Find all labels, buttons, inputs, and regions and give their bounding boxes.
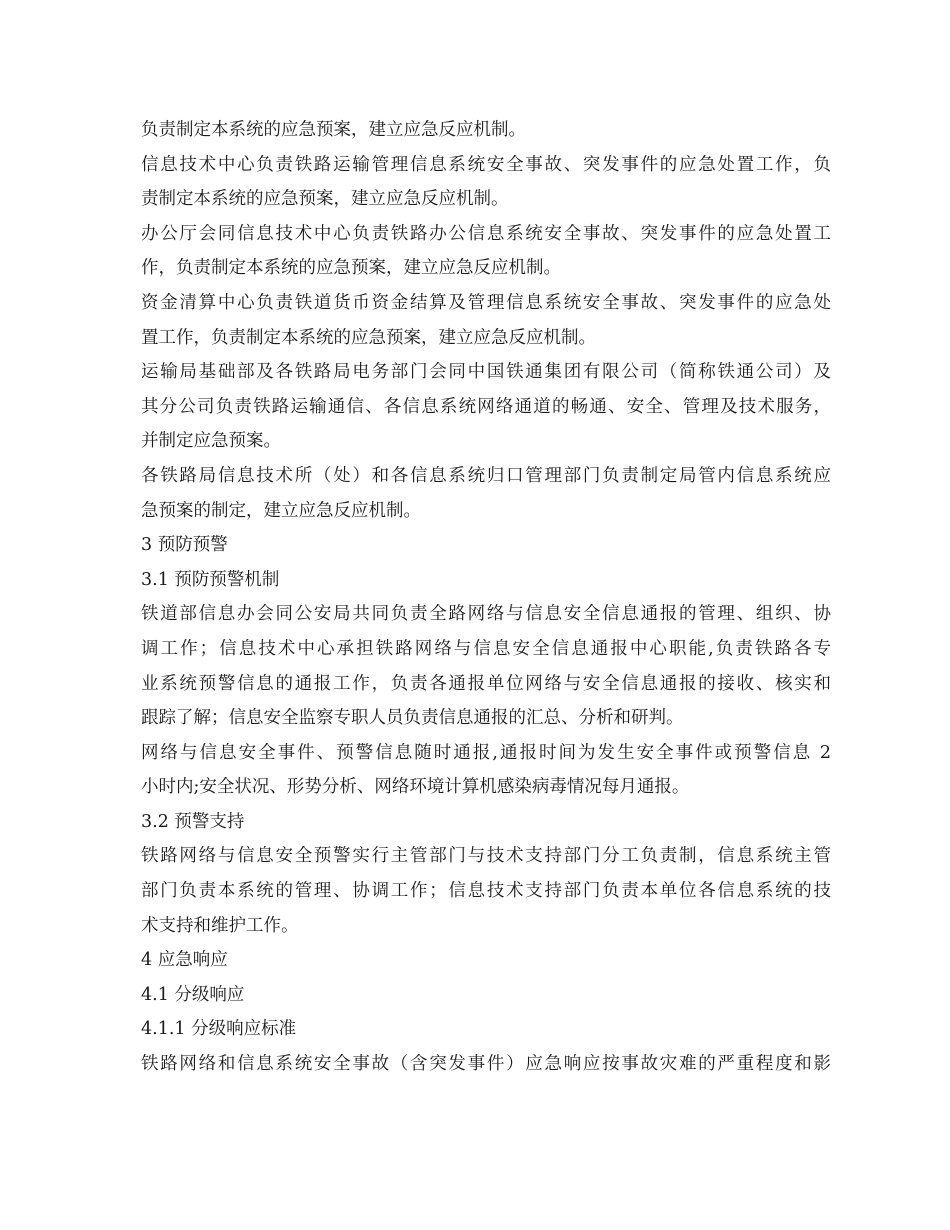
text-line: 调工作；信息技术中心承担铁路网络与信息安全信息通报中心职能,负责铁路各专 [141,638,831,659]
text-line: 术支持和维护工作。 [141,915,299,936]
text-line: 办公厅会同信息技术中心负责铁路办公信息系统安全事故、突发事件的应急处置工 [141,223,831,244]
text-line: 铁路网络与信息安全预警实行主管部门与技术支持部门分工负责制，信息系统主管 [141,846,831,867]
text-line: 资金清算中心负责铁道货币资金结算及管理信息系统安全事故、突发事件的应急处 [141,292,831,313]
text-line: 并制定应急预案。 [141,431,281,452]
text-line: 4.1.1 分级响应标准 [141,1019,297,1040]
text-line: 急预案的制定，建立应急反应机制。 [141,500,421,521]
text-line: 小时内;安全状况、形势分析、网络环境计算机感染病毒情况每月通报。 [141,777,690,798]
text-line: 责制定本系统的应急预案，建立应急反应机制。 [141,189,509,210]
text-line: 其分公司负责铁路运输通信、各信息系统网络通道的畅通、安全、管理及技术服务， [141,396,831,417]
document-body [141,113,831,1082]
text-line: 负责制定本系统的应急预案，建立应急反应机制。 [141,120,526,140]
text-line: 3.1 预防预警机制 [141,569,280,590]
text-line: 业系统预警信息的通报工作，负责各通报单位网络与安全信息通报的接收、核实和 [141,673,831,694]
text-line: 作，负责制定本系统的应急预案，建立应急反应机制。 [141,258,561,279]
text-line: 运输局基础部及各铁路局电务部门会同中国铁通集团有限公司（简称铁通公司）及 [141,362,831,383]
text-line: 各铁路局信息技术所（处）和各信息系统归口管理部门负责制定局管内信息系统应 [141,465,831,486]
text-line: 铁路网络和信息系统安全事故（含突发事件）应急响应按事故灾难的严重程度和影 [141,1054,831,1075]
text-line: 部门负责本系统的管理、协调工作；信息技术支持部门负责本单位各信息系统的技 [141,881,831,902]
text-line: 4 应急响应 [141,950,228,971]
text-line: 网络与信息安全事件、预警信息随时通报,通报时间为发生安全事件或预警信息 2 [141,742,831,763]
text-line: 置工作，负责制定本系统的应急预案，建立应急反应机制。 [141,327,596,348]
text-line: 4.1 分级响应 [141,984,245,1005]
text-line: 信息技术中心负责铁路运输管理信息系统安全事故、突发事件的应急处置工作，负 [141,154,831,175]
text-line: 3.2 预警支持 [141,811,245,832]
text-line: 铁道部信息办会同公安局共同负责全路网络与信息安全信息通报的管理、组织、协 [141,604,831,625]
text-line: 3 预防预警 [141,535,228,556]
text-line: 跟踪了解；信息安全监察专职人员负责信息通报的汇总、分析和研判。 [141,708,684,729]
